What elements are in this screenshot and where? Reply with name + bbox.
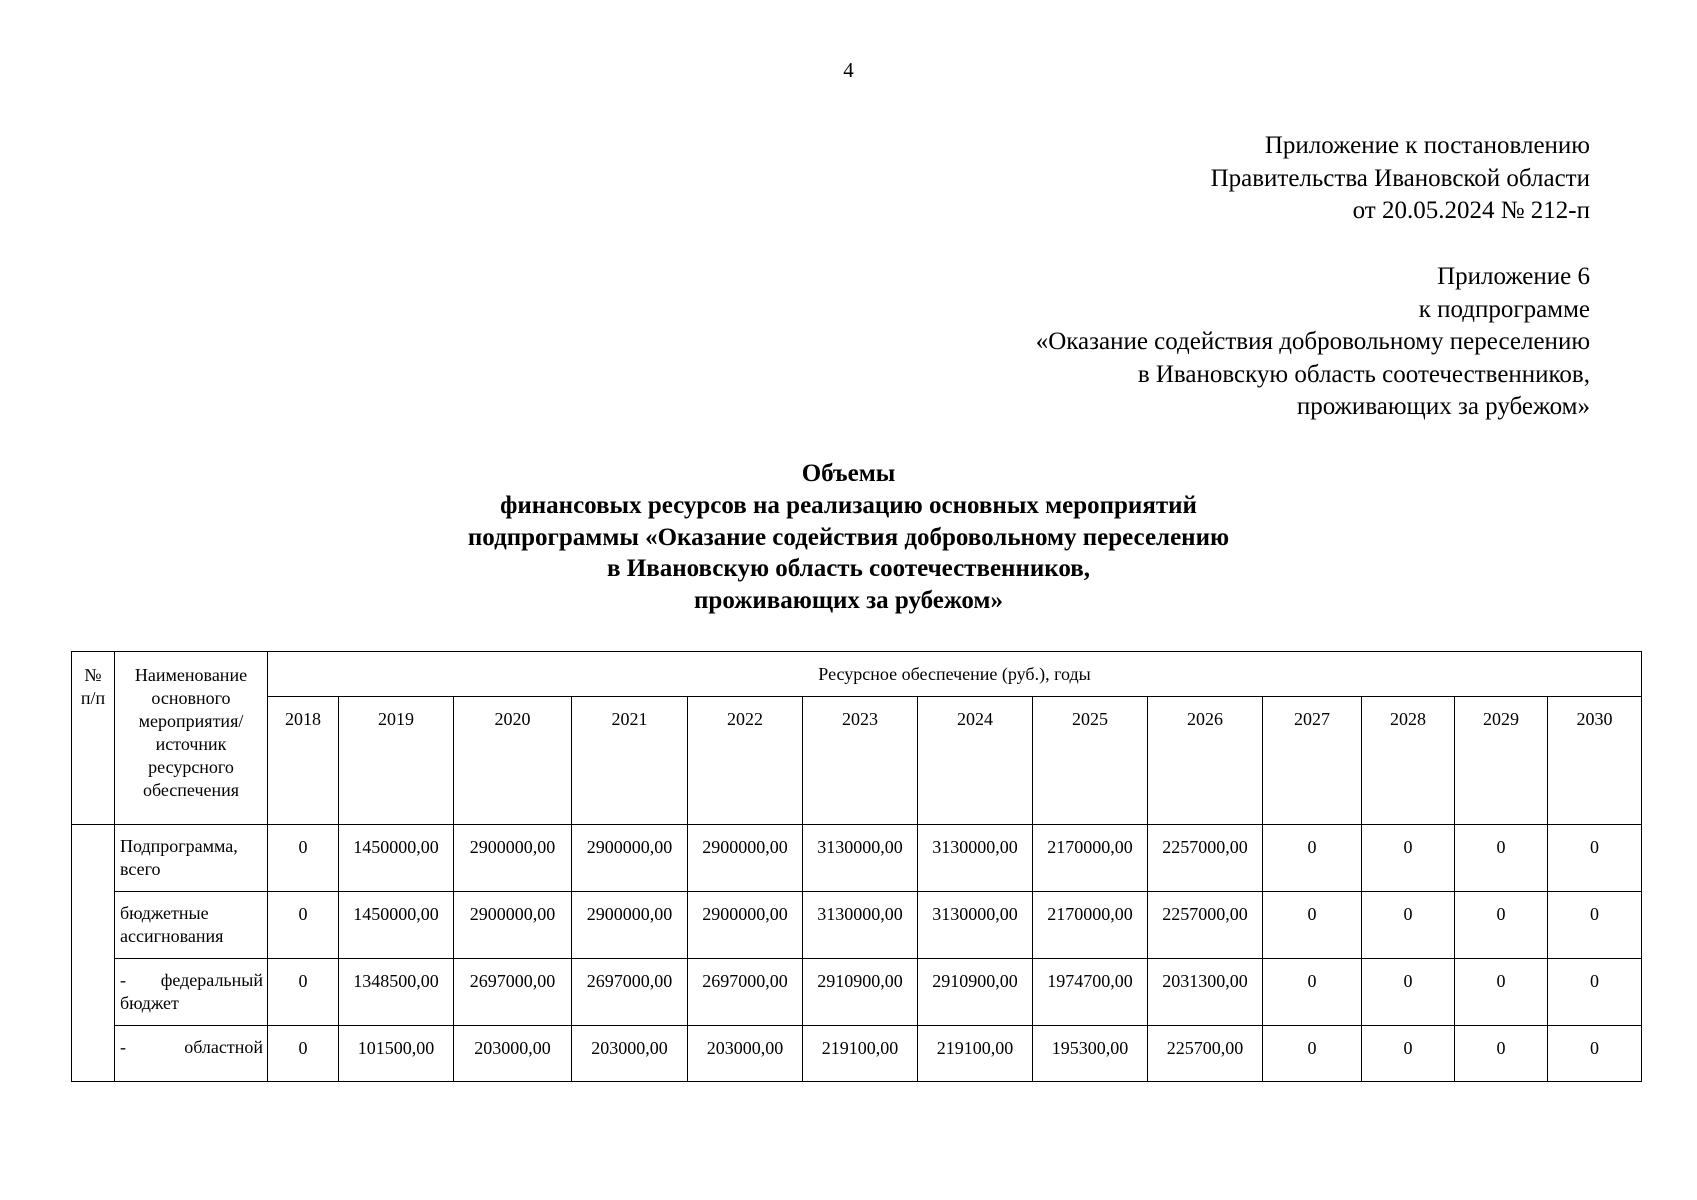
value-cell: 203000,00 [688, 1026, 803, 1082]
value-cell: 0 [1455, 1026, 1548, 1082]
document-title [0, 458, 1697, 617]
value-cell: 0 [1263, 1026, 1362, 1082]
header-number-line: п/п [80, 688, 106, 708]
value-cell: 3130000,00 [918, 825, 1033, 892]
row-name-line: Подпрограмма, [120, 836, 238, 856]
row-name-line: бюджет [120, 993, 179, 1013]
table-row [72, 959, 1642, 1026]
year-header: 2022 [688, 697, 803, 825]
value-cell: 2900000,00 [572, 892, 688, 959]
value-cell: 225700,00 [1148, 1026, 1263, 1082]
value-cell: 0 [268, 892, 339, 959]
value-cell: 2910900,00 [918, 959, 1033, 1026]
value-cell: 0 [1362, 892, 1455, 959]
appendix-line: проживающих за рубежом» [1296, 393, 1590, 420]
value-cell: 2697000,00 [454, 959, 572, 1026]
value-cell: 0 [1455, 959, 1548, 1026]
value-cell: 219100,00 [803, 1026, 918, 1082]
value-cell: 0 [1455, 892, 1548, 959]
appendix-line: «Оказание содействия добровольному переселению [1035, 328, 1590, 355]
financial-table [71, 651, 1642, 1082]
value-cell: 2257000,00 [1148, 892, 1263, 959]
year-header: 2018 [268, 697, 339, 825]
value-cell: 203000,00 [572, 1026, 688, 1082]
approval-line: Правительства Ивановской области [1210, 164, 1590, 192]
value-cell: 0 [1548, 959, 1642, 1026]
table-row [72, 892, 1642, 959]
year-header: 2023 [803, 697, 918, 825]
value-cell: 0 [1548, 1026, 1642, 1082]
value-cell: 3130000,00 [918, 892, 1033, 959]
header-name-line: основного [151, 688, 231, 708]
value-cell: 0 [1263, 892, 1362, 959]
row-name-cell [115, 892, 268, 959]
year-header: 2024 [918, 697, 1033, 825]
value-cell: 2697000,00 [688, 959, 803, 1026]
header-name-line: мероприятия/ [138, 711, 244, 731]
year-header: 2019 [339, 697, 454, 825]
value-cell: 2170000,00 [1033, 892, 1148, 959]
value-cell: 0 [268, 1026, 339, 1082]
value-cell: 203000,00 [454, 1026, 572, 1082]
row-name-line: бюджетные [120, 903, 209, 923]
appendix-block [1036, 261, 1590, 424]
value-cell: 2900000,00 [454, 892, 572, 959]
value-cell: 3130000,00 [803, 825, 918, 892]
row-name-text: областной [184, 1037, 263, 1057]
table-row [72, 825, 1642, 892]
title-line: финансовых ресурсов на реализацию основных мероприятий [500, 491, 1197, 519]
title-line: проживающих за рубежом» [694, 587, 1003, 615]
header-number-line: № [84, 665, 102, 685]
value-cell: 2170000,00 [1033, 825, 1148, 892]
value-cell: 2910900,00 [803, 959, 918, 1026]
value-cell: 0 [1362, 959, 1455, 1026]
page-number: 4 [843, 58, 854, 82]
value-cell: 3130000,00 [803, 892, 918, 959]
value-cell: 1450000,00 [339, 892, 454, 959]
value-cell: 1450000,00 [339, 825, 454, 892]
value-cell: 1348500,00 [339, 959, 454, 1026]
row-name-cell [115, 959, 268, 1026]
value-cell: 0 [1263, 959, 1362, 1026]
year-header: 2021 [572, 697, 688, 825]
row-name-dash: - [120, 970, 126, 990]
table-row [72, 1026, 1642, 1082]
row-name-text: федеральный [160, 970, 263, 990]
value-cell: 0 [268, 959, 339, 1026]
value-cell: 0 [1548, 825, 1642, 892]
header-number [72, 652, 115, 825]
value-cell: 0 [1548, 892, 1642, 959]
approval-line: Приложение к постановлению [1264, 132, 1590, 159]
value-cell: 0 [1455, 825, 1548, 892]
value-cell: 2900000,00 [688, 892, 803, 959]
value-cell: 0 [1263, 825, 1362, 892]
value-cell: 0 [1362, 825, 1455, 892]
year-header: 2026 [1148, 697, 1263, 825]
header-name [115, 652, 268, 825]
value-cell: 1974700,00 [1033, 959, 1148, 1026]
value-cell: 2257000,00 [1148, 825, 1263, 892]
year-header: 2020 [454, 697, 572, 825]
year-header: 2030 [1548, 697, 1642, 825]
value-cell: 2900000,00 [688, 825, 803, 892]
approval-block [1211, 130, 1590, 228]
row-name-line: ассигнования [120, 926, 224, 946]
value-cell: 195300,00 [1033, 1026, 1148, 1082]
title-line: подпрограммы «Оказание содействия добровольному переселению [467, 523, 1230, 551]
appendix-line: Приложение 6 [1437, 263, 1590, 290]
header-name-line: обеспечения [142, 780, 240, 800]
approval-line: от 20.05.2024 № 212-п [1352, 197, 1590, 224]
value-cell: 219100,00 [918, 1026, 1033, 1082]
value-cell: 0 [1362, 1026, 1455, 1082]
title-line: в Ивановскую область соотечественников, [607, 555, 1090, 583]
value-cell: 0 [268, 825, 339, 892]
row-name-line: всего [120, 859, 161, 879]
year-header: 2029 [1455, 697, 1548, 825]
year-header: 2028 [1362, 697, 1455, 825]
row-name-split [120, 969, 263, 992]
row-name-cell [115, 825, 268, 892]
value-cell: 2031300,00 [1148, 959, 1263, 1026]
value-cell: 2900000,00 [454, 825, 572, 892]
row-name-split [120, 1036, 263, 1059]
row-number-cell [72, 825, 115, 1082]
year-header: 2027 [1263, 697, 1362, 825]
value-cell: 101500,00 [339, 1026, 454, 1082]
header-resources: Ресурсное обеспечение (руб.), годы [268, 652, 1642, 697]
title-line: Объемы [801, 460, 896, 487]
appendix-line: в Ивановскую область соотечественников, [1137, 360, 1590, 388]
year-header: 2025 [1033, 697, 1148, 825]
appendix-line: к подпрограмме [1418, 295, 1590, 323]
header-name-line: ресурсного [148, 757, 234, 777]
row-name-dash: - [120, 1037, 126, 1057]
header-name-line: Наименование [134, 665, 248, 685]
header-name-line: источник [155, 734, 227, 754]
row-name-cell [115, 1026, 268, 1082]
value-cell: 2697000,00 [572, 959, 688, 1026]
value-cell: 2900000,00 [572, 825, 688, 892]
